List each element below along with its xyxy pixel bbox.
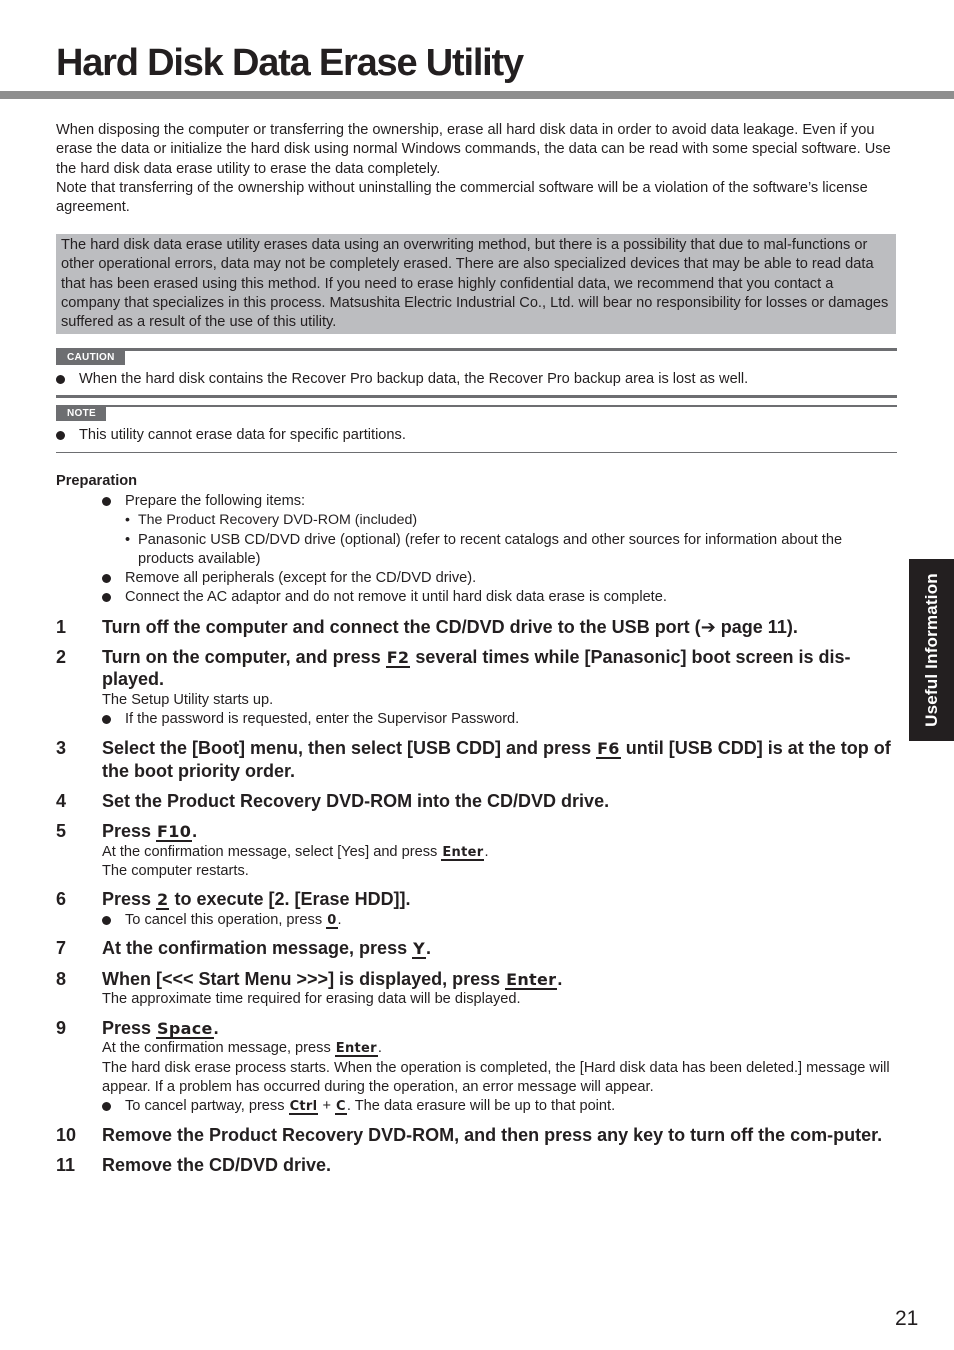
step-text: Turn off the computer and connect the CD/DVD drive to the USB port ( <box>102 617 701 637</box>
body-text: At the confirmation message, press <box>102 1040 335 1057</box>
caution-top-rule <box>56 348 897 351</box>
bullet-icon: • <box>125 512 130 529</box>
step-number: 2 <box>56 646 67 667</box>
body-text-tail: . <box>377 1040 382 1057</box>
step-9 <box>56 1017 901 1117</box>
bullet-text: To cancel this operation, press <box>125 911 327 928</box>
step-text-tail: page 11). <box>715 617 798 637</box>
key-ctrl: Ctrl <box>289 1099 318 1115</box>
step-number: 1 <box>56 617 67 637</box>
warning-box: The hard disk data erase utility erases data using an overwriting method, but there is a possibility that due to mal-functions or other operational errors, data may not be completely erased. There are also specialized devices that may be able to read data that has been erased using this method. If you need to erase highly confidential data, we recommend that you contact a company that specializes in this process. Matsushita Electric Industrial Co., Ltd. will bear no responsibility for losses or damages suffered as a result of the use of this utility. <box>56 234 896 334</box>
step-body-text: The computer restarts. <box>102 863 249 880</box>
ac-text: Connect the AC adaptor and do not remove it until hard disk data erase is complete. <box>125 589 667 606</box>
step-number: 5 <box>56 821 67 842</box>
step-number: 10 <box>56 1124 77 1145</box>
key-c: C <box>336 1099 346 1115</box>
step-heading <box>102 968 901 991</box>
note-callout <box>56 405 897 453</box>
bullet-icon <box>102 916 111 925</box>
note-bottom-rule <box>56 452 897 453</box>
bullet-icon <box>102 497 111 506</box>
key-f2: F2 <box>386 647 410 667</box>
step-text-tail: several times while [Panasonic] boot screen is dis-played. <box>102 646 851 690</box>
key-enter: Enter <box>506 969 557 989</box>
list-item <box>102 911 901 930</box>
preparation-list <box>102 492 902 608</box>
step-8 <box>56 968 901 1010</box>
note-item <box>56 426 897 445</box>
step-heading <box>102 820 901 843</box>
step-heading <box>102 616 901 639</box>
list-item <box>102 588 902 607</box>
key-f10: F10 <box>157 822 192 842</box>
step-text: Select the [Boot] menu, then select [USB CDD] and press <box>102 738 597 759</box>
step-text-tail: . <box>425 938 431 959</box>
step-heading: Remove the Product Recovery DVD-ROM, and then press any key to turn off the com-puter. <box>102 1124 883 1145</box>
step-number: 9 <box>56 1017 67 1038</box>
key-enter: Enter <box>335 1041 377 1057</box>
key-y: Y <box>413 939 425 959</box>
bullet-text: If the password is requested, enter the Supervisor Password. <box>125 711 520 728</box>
step-text-tail: . <box>192 821 198 842</box>
step-heading <box>102 737 901 782</box>
step-body <box>102 843 901 882</box>
step-1 <box>56 616 901 639</box>
intro-paragraph: When disposing the computer or transferring the ownership, erase all hard disk data in order to avoid data leakage. Even if you erase the data or initialize the hard disk using normal Windows commands, the data can be read with some special software. Use the hard disk data erase utility to erase the data completely. <box>56 122 891 177</box>
step-3 <box>56 737 901 782</box>
prepare-text: Prepare the following items: <box>125 493 306 509</box>
body-text-tail: . <box>484 843 489 860</box>
intro-paragraph: Note that transferring of the ownership without uninstalling the commercial software will be a violation of the software’s license agreement. <box>56 179 868 216</box>
step-heading <box>102 937 901 960</box>
body-text: At the confirmation message, select [Yes] and press <box>102 843 442 860</box>
arrow-right-icon: ➔ <box>700 617 716 637</box>
title-rule <box>0 91 954 99</box>
bullet-icon <box>56 375 65 384</box>
key-f6: F6 <box>597 739 620 759</box>
step-body-text: The approximate time required for erasing data will be displayed. <box>102 991 521 1008</box>
step-number: 4 <box>56 790 67 811</box>
step-heading <box>102 888 901 911</box>
step-text-tail: . <box>213 1017 219 1038</box>
step-text: Turn on the computer, and press <box>102 646 386 667</box>
note-text: This utility cannot erase data for specific partitions. <box>79 426 406 443</box>
step-11 <box>56 1154 901 1177</box>
step-heading: Remove the CD/DVD drive. <box>102 1155 332 1176</box>
subitem-text: The Product Recovery DVD-ROM (included) <box>138 512 418 529</box>
step-text: When [<<< Start Menu >>>] is displayed, press <box>102 968 506 989</box>
step-number: 7 <box>56 938 67 959</box>
bullet-icon <box>102 593 111 602</box>
step-text-tail: to execute [2. [Erase HDD]]. <box>169 889 411 910</box>
caution-text: When the hard disk contains the Recover Pro backup data, the Recover Pro backup area is lost as well. <box>79 371 749 387</box>
bullet-icon <box>102 574 111 583</box>
side-tab-label: Useful Information <box>921 573 941 727</box>
step-body-text: The Setup Utility starts up. <box>102 691 274 708</box>
side-tab <box>909 559 954 741</box>
note-tag: NOTE <box>56 407 106 421</box>
step-text: Press <box>102 821 157 842</box>
bullet-icon <box>102 1102 111 1111</box>
step-heading <box>102 646 901 691</box>
step-body-text <box>102 843 901 862</box>
step-body <box>102 691 901 730</box>
peripherals-text: Remove all peripherals (except for the CD/DVD drive). <box>125 570 477 587</box>
step-heading <box>102 1017 901 1040</box>
step-text: Press <box>102 889 157 910</box>
key-enter: Enter <box>442 844 484 860</box>
intro-text <box>56 121 901 217</box>
step-body-text <box>102 1039 901 1058</box>
step-10 <box>56 1124 901 1147</box>
step-number: 8 <box>56 968 67 989</box>
step-body <box>102 1039 901 1116</box>
step-body <box>102 911 901 930</box>
plus-text: + <box>318 1098 336 1115</box>
step-6 <box>56 888 901 930</box>
key-space: Space <box>157 1018 213 1038</box>
note-top-rule <box>56 405 897 407</box>
step-text: At the confirmation message, press <box>102 938 413 959</box>
step-number: 6 <box>56 889 67 910</box>
page-number: 21 <box>895 1307 919 1330</box>
step-text-tail: until [USB CDD] is at the top of the boot priority order. <box>102 738 891 781</box>
caution-tag: CAUTION <box>56 351 125 365</box>
list-item <box>102 1097 901 1116</box>
step-7 <box>56 937 901 960</box>
caution-bottom-rule <box>56 395 897 398</box>
step-2 <box>56 646 901 730</box>
list-subitem <box>102 511 902 530</box>
subitem-text: Panasonic USB CD/DVD drive (optional) (refer to recent catalogs and other sources for information about the products available) <box>138 531 843 567</box>
list-item <box>102 569 902 588</box>
list-subitem <box>102 531 902 570</box>
bullet-text: To cancel partway, press <box>125 1098 289 1115</box>
caution-item <box>56 370 897 389</box>
bullet-icon <box>102 715 111 724</box>
step-body-text: The hard disk erase process starts. When the operation is completed, the [Hard disk data has been deleted.] message will appear. If a problem has occurred during the operation, an error message will appear. <box>102 1059 890 1095</box>
bullet-text-tail: . <box>337 911 342 928</box>
step-number: 11 <box>56 1155 76 1176</box>
list-item <box>102 492 902 511</box>
step-number: 3 <box>56 738 67 759</box>
bullet-icon: • <box>125 531 131 548</box>
page-title: Hard Disk Data Erase Utility <box>56 42 523 84</box>
list-item <box>102 710 901 729</box>
step-text-tail: . <box>557 968 563 989</box>
bullet-icon <box>56 431 65 440</box>
step-5 <box>56 820 901 881</box>
step-body <box>102 990 901 1009</box>
bullet-text-tail: . The data erasure will be up to that point. <box>346 1098 616 1115</box>
step-4 <box>56 790 901 813</box>
steps-list <box>56 616 901 1177</box>
key-0: 0 <box>327 912 337 928</box>
step-text: Press <box>102 1017 157 1038</box>
key-2: 2 <box>157 890 169 910</box>
caution-callout <box>56 348 897 398</box>
preparation-heading: Preparation <box>56 473 138 489</box>
step-heading: Set the Product Recovery DVD-ROM into the CD/DVD drive. <box>102 790 610 811</box>
